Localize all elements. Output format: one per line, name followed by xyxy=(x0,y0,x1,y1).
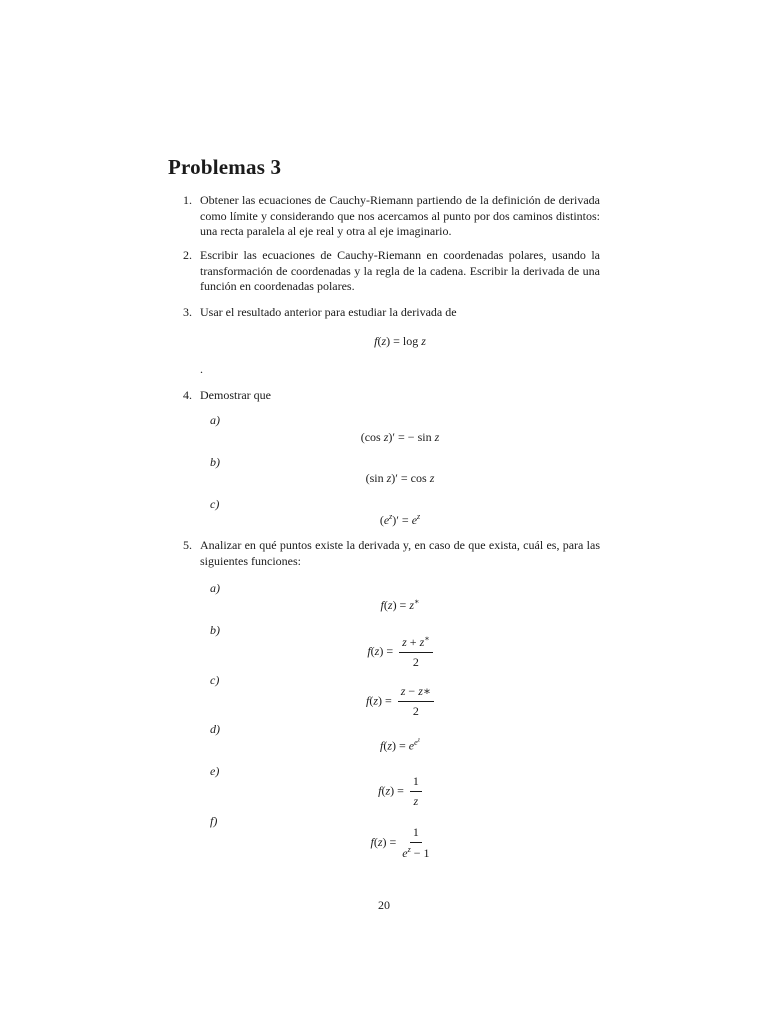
problem-4-item-a-label: a) xyxy=(210,413,220,427)
problem-2-number: 2. xyxy=(183,248,192,262)
problem-5-item-a-equation: f(z) = z∗ xyxy=(380,597,420,612)
problem-5-item-b-label: b) xyxy=(210,623,220,637)
page-number: 20 xyxy=(378,898,390,912)
problem-3-trailing-dot: . xyxy=(200,362,203,376)
problem-5-item-c-equation: f(z) = $\frac{z - z∗}{2}$ xyxy=(0,684,768,719)
problem-4-item-c-label: c) xyxy=(210,497,220,511)
problem-3-number: 3. xyxy=(183,305,192,319)
page-title: Problemas 3 xyxy=(168,155,282,179)
problem-3-text: Usar el resultado anterior para estudiar la derivada de xyxy=(200,305,457,319)
problem-5-item-d-label: d) xyxy=(210,722,220,736)
problem-4-number: 4. xyxy=(183,388,192,402)
problem-5-item-a-label: a) xyxy=(210,581,220,595)
problem-5-item-f-label: f) xyxy=(210,814,218,828)
problem-5-text: Analizar en qué puntos existe la derivada y, en caso de que exista, cuál es, para las siguientes funciones: xyxy=(200,538,600,568)
problem-1-number: 1. xyxy=(183,193,192,207)
problem-5-item-e-label: e) xyxy=(210,764,220,778)
problem-5-item-d-equation: $f(z) = e^{e^z}$ xyxy=(379,737,420,753)
problem-5-item-c-label: c) xyxy=(210,673,220,687)
problem-4-item-b-label: b) xyxy=(210,455,220,469)
problem-1-text: Obtener las ecuaciones de Cauchy-Riemann partiendo de la definición de derivada como límite y considerando que nos acercamos al punto por dos caminos distintos: una recta paralela al eje real y otra al eje imaginario. xyxy=(200,193,600,238)
problem-5-item-f-equation: f(z) = $\frac{1}{e^z - 1}$ xyxy=(370,825,430,860)
problem-4-item-a-equation: (cos z)′ = − sin z xyxy=(360,430,440,444)
problem-4-item-c-equation: $(e^z)' = e^z$ xyxy=(379,512,421,527)
problem-2-text: Escribir las ecuaciones de Cauchy-Riemann en coordenadas polares, usando la transformación de coordenadas y la regla de la cadena. Escribir la derivada de una función en coordenadas polares. xyxy=(200,248,600,293)
problem-5-item-e-equation: f(z) = $\frac{1}{z}$ xyxy=(0,774,768,809)
problem-4-text: Demostrar que xyxy=(200,388,271,402)
problem-5-number: 5. xyxy=(183,538,192,552)
problem-3-equation: f(z) = log z xyxy=(374,334,426,348)
problem-4-item-b-equation: (sin z)′ = cos z xyxy=(365,471,435,485)
problem-5-item-b-equation: f(z) = $\frac{z + z^∗}{2}$ xyxy=(0,634,768,670)
